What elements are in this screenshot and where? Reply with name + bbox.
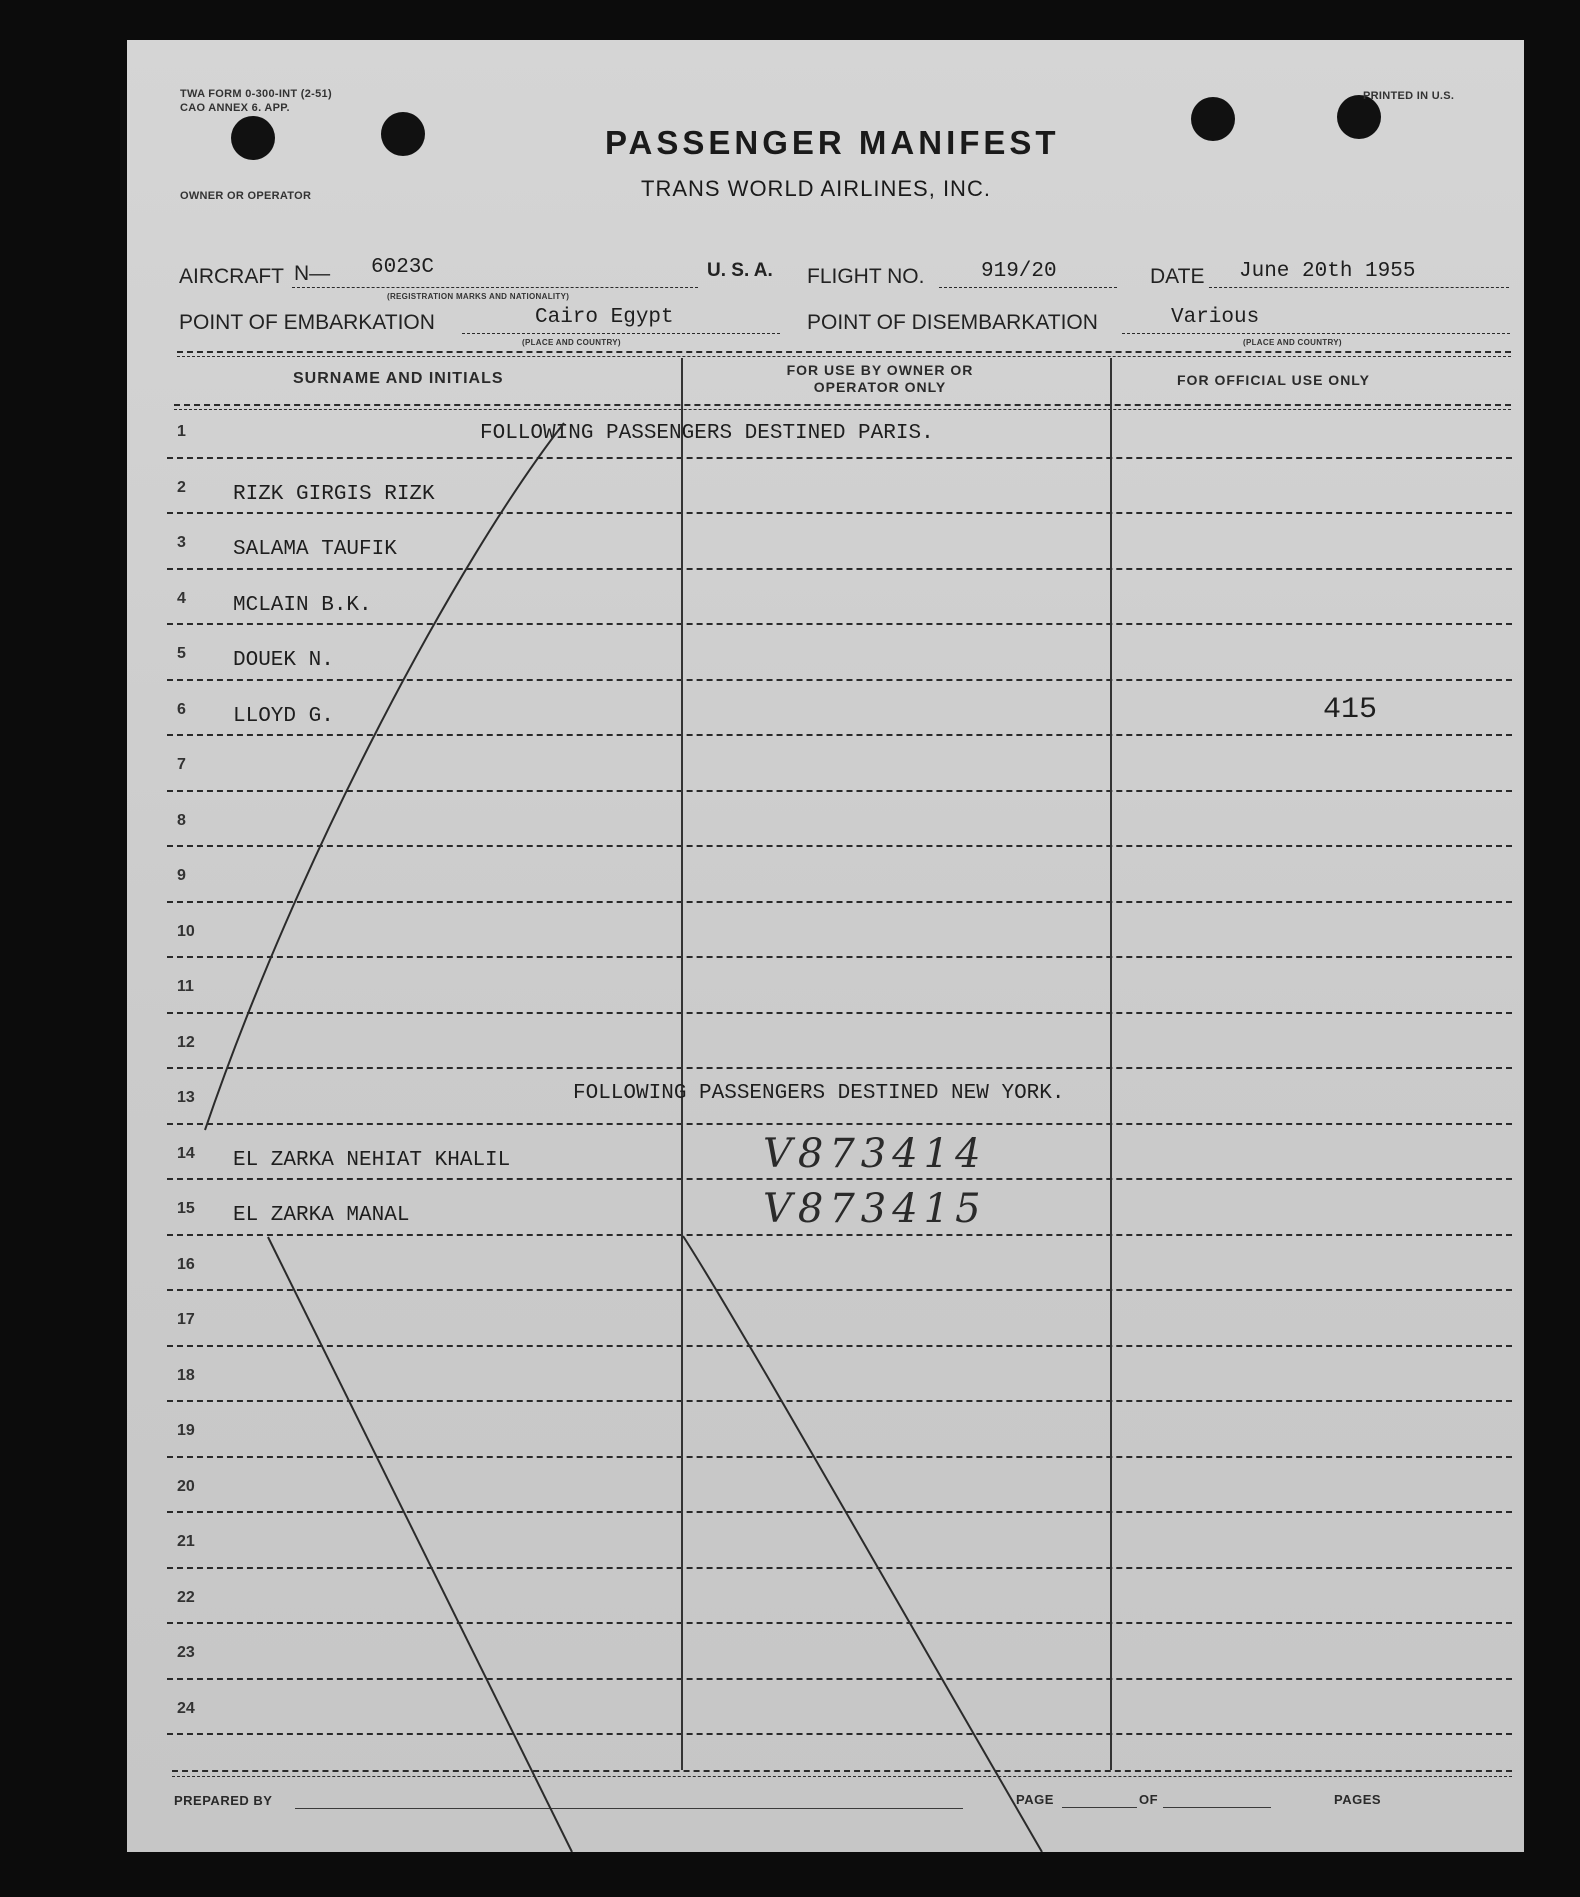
- row-number: 7: [177, 756, 186, 773]
- date-label: DATE: [1150, 265, 1205, 288]
- row-number: 15: [177, 1200, 195, 1217]
- pen-stroke: [268, 1237, 572, 1852]
- airline-name: TRANS WORLD AIRLINES, INC.: [641, 176, 991, 201]
- passenger-name: EL ZARKA NEHIAT KHALIL: [233, 1148, 511, 1172]
- row-number: 14: [177, 1144, 195, 1162]
- pen-stroke: [683, 1236, 1042, 1852]
- passenger-name: LLOYD G.: [233, 704, 334, 728]
- row-number: 19: [177, 1422, 195, 1439]
- manifest-title: PASSENGER MANIFEST: [605, 124, 1060, 161]
- aircraft-label: AIRCRAFT: [179, 265, 284, 288]
- row-number: 16: [177, 1255, 195, 1273]
- passenger-name: SALAMA TAUFIK: [233, 538, 397, 561]
- row-number: 23: [177, 1644, 195, 1661]
- embarkation-label: POINT OF EMBARKATION: [179, 311, 435, 334]
- nationality: U. S. A.: [707, 260, 773, 281]
- row-number: 8: [177, 811, 186, 829]
- note-paris: FOLLOWING PASSENGERS DESTINED PARIS.: [480, 422, 934, 445]
- passenger-name: DOUEK N.: [233, 649, 334, 672]
- pen-stroke: [205, 423, 564, 1130]
- embarkation-note: (PLACE AND COUNTRY): [522, 338, 621, 347]
- row-number: 20: [177, 1477, 195, 1495]
- prepared-by-label: PREPARED BY: [174, 1793, 273, 1808]
- row-number: 18: [177, 1366, 195, 1384]
- registration-note: (REGISTRATION MARKS AND NATIONALITY): [387, 292, 570, 301]
- of-label: OF: [1139, 1792, 1159, 1807]
- row-number: 17: [177, 1311, 195, 1328]
- col-official-header: FOR OFFICIAL USE ONLY: [1177, 372, 1370, 388]
- col-surname-header: SURNAME AND INITIALS: [293, 370, 504, 387]
- page-label: PAGE: [1016, 1792, 1054, 1807]
- row-number: 2: [177, 478, 186, 496]
- col-owner-header-text: FOR USE BY OWNER OR OPERATOR ONLY: [786, 362, 974, 395]
- row-number: 4: [177, 589, 186, 607]
- manifest-page: [127, 40, 1524, 1852]
- row-number: 9: [177, 867, 186, 884]
- row-number: 1: [177, 423, 186, 440]
- row-number: 5: [177, 645, 186, 662]
- disembarkation-note: (PLACE AND COUNTRY): [1243, 338, 1342, 347]
- form-annex: CAO ANNEX 6. APP.: [180, 102, 290, 114]
- date-value: June 20th 1955: [1239, 260, 1416, 283]
- embarkation-value: Cairo Egypt: [535, 306, 674, 329]
- form-code: TWA FORM 0-300-INT (2-51): [180, 88, 332, 100]
- passenger-name: RIZK GIRGIS RIZK: [233, 482, 435, 506]
- ticket-number: V873414: [763, 1130, 987, 1177]
- row-number: 3: [177, 534, 186, 551]
- printed-in-label: PRINTED IN U.S.: [1363, 90, 1455, 102]
- flight-label: FLIGHT NO.: [807, 265, 925, 288]
- aircraft-prefix: N—: [294, 262, 331, 285]
- row-number: 11: [177, 978, 194, 995]
- disembarkation-value: Various: [1171, 306, 1260, 329]
- row-number: 24: [177, 1699, 195, 1717]
- pages-label: PAGES: [1334, 1792, 1382, 1807]
- row-number: 6: [177, 700, 186, 718]
- flight-value: 919/20: [981, 260, 1057, 283]
- row-number: 22: [177, 1588, 195, 1606]
- disembarkation-label: POINT OF DISEMBARKATION: [807, 311, 1098, 334]
- official-entry: 415: [1323, 692, 1378, 727]
- row-number: 13: [177, 1089, 195, 1106]
- passenger-name: MCLAIN B.K.: [233, 593, 372, 617]
- note-newyork: FOLLOWING PASSENGERS DESTINED NEW YORK.: [573, 1082, 1065, 1105]
- row-number: 10: [177, 922, 195, 940]
- row-number: 21: [177, 1533, 195, 1550]
- row-number: 12: [177, 1033, 195, 1051]
- ticket-number: V873415: [763, 1186, 987, 1232]
- aircraft-value: 6023C: [371, 256, 435, 279]
- passenger-name: EL ZARKA MANAL: [233, 1204, 410, 1227]
- owner-operator-label: OWNER OR OPERATOR: [180, 190, 312, 202]
- pen-strokes: [127, 40, 1524, 1852]
